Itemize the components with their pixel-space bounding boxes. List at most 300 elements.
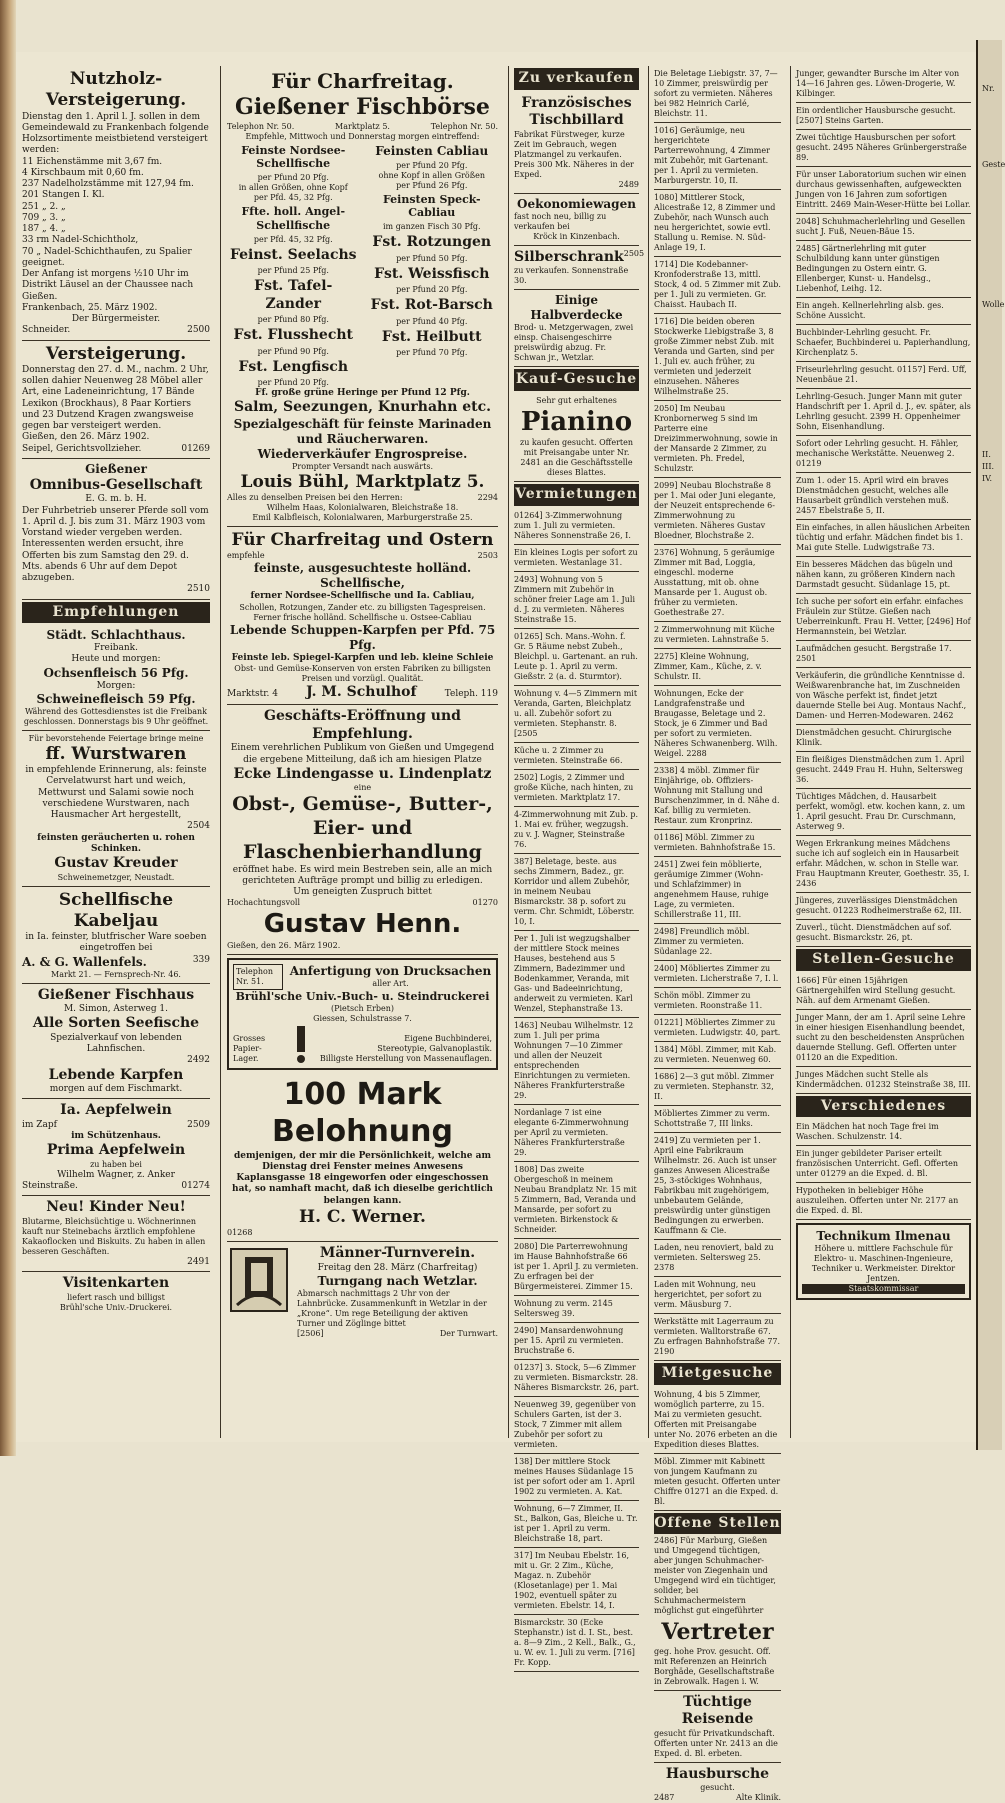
ad-sign: Schneider. [22,325,70,336]
fish-name: Fst. Rot-Barsch [366,297,499,315]
ad-body: zu verkaufen. Sonnenstraße 30. [514,266,639,286]
ad-fischboerse [227,66,498,527]
ad-title: Gießener [22,462,210,477]
ad-number: 01274 [181,1181,210,1192]
ad-visitenkarten [22,1272,210,1316]
fish-price: per Pfund 20 Pfg. [227,378,360,388]
list-item: Wohnung zu verm. 2145 Seltersweg 39. [514,1296,639,1323]
ad-headline: Für Charfreitag. [227,69,498,94]
ad-line: Ochsenfleisch 56 Pfg. [22,666,210,681]
ad-number: 2503 [478,551,498,561]
ad-title: Silberschrank [514,249,624,267]
ad-line: Schollen, Rotzungen, Zander etc. zu billigsten Tagespreisen. Ferner frische holländ. Schellfische u. Ostsee-Cabliau [227,603,498,623]
list-item: 4-Zimmerwohnung mit Zub. p. 1. Mai ev. früher, wegzugsh. zu v. J. Wagner, Steinstraße 76. [514,807,639,854]
list-item: 33 rm Nadel-Schichtholz, [22,235,210,246]
fish-price: per Pfund 26 Pfg. [366,181,499,191]
ad-versteigerung [22,341,210,459]
ad-line: Steinstraße. [22,1181,78,1192]
ad-line: Grosses Papier-Lager. [233,1034,283,1064]
ad-line: Für bevorstehende Feiertage bringe meine [22,734,210,744]
fish-name: Ffte. holl. Angel-Schellfische [227,205,360,233]
list-item: 1384] Möbl. Zimmer, mit Kab. zu vermieten. Neuenweg 60. [654,1042,781,1069]
turner-emblem-icon [227,1245,291,1315]
list-item: Junges Mädchen sucht Stelle als Kindermädchen. 01232 Steinstraße 38, III. [796,1067,971,1094]
list-item: Dienstmädchen gesucht. Chirurgische Klinik. [796,725,971,752]
ad-number: 2510 [22,584,210,595]
ad-title: Technikum Ilmenau [802,1229,965,1244]
list-item: 2050] Im Neubau Kronbornerweg 5 sind im Parterre eine Dreizimmerwohnung, sowie in der Mansarde 2 Zimmer, zu vermieten. Ph. Fredel, Schulzstr. [654,401,781,478]
fish-price: per Pfund 25 Pfg. [227,266,360,276]
ad-title: Neu! Kinder Neu! [22,1199,210,1217]
ad-subtitle: E. G. m. b. H. [22,494,210,505]
ad-druckerei [227,958,498,1070]
fish-name: Feinst. Seelachs [227,247,360,265]
ad-line: (Pietsch Erben) [233,1004,492,1014]
ad-body: eröffnet habe. Es wird mein Bestreben sein, alle an mich gerichteten Aufträge prompt und billig zu erledigen. [227,865,498,888]
ad-body: in empfehlende Erinnerung, als: feinste Cervelatwurst hart und weich, Mettwurst und Salami sowie noch verschiedene Wurstwaren, nach Hausmacher Art hergestellt, [22,765,210,821]
ad-name: Gustav Henn. [227,908,498,941]
ad-number: 01268 [227,1228,498,1238]
ad-name: H. C. Werner. [227,1207,498,1228]
ad-technikum [796,1223,971,1300]
ad-line: Spezialgeschäft für feinste Marinaden und Räucherwaren. [227,417,498,447]
ad-body: Abmarsch nachmittags 2 Uhr von der Lahnbrücke. Zusammenkunft in Wetzlar in der „Krone“. Um rege Beteiligung der aktiven Turner und Zöglinge bittet [297,1289,498,1329]
ad-body: Brod- u. Metzgerwagen, zwei einsp. Chaisengeschirre preiswürdig abzug. Fr. Schwan jr., Wetzlar. [514,323,639,363]
list-item: 2080] Die Parterrewohnung im Hause Bahnhofstraße 66 ist per 1. April J. zu vermieten. Zu erfragen bei der Bürgermeisterei. Zimmer 15. [514,1239,639,1296]
ad-number: 2500 [187,325,210,336]
rental-list-cont [654,66,781,1361]
ad-body: liefert rasch und billigst [22,1293,210,1303]
ad-oekonomiewagen [514,194,639,246]
column-3 [508,66,644,1438]
ad-schlachthaus [22,625,210,731]
ad-address: Marktplatz 5. [335,122,390,132]
newspaper-page [16,52,976,1442]
ad-reisende [654,1691,781,1763]
ad-title: Gießener Fischhaus [22,987,210,1005]
section-banner-vermietungen: Vermietungen [514,484,639,506]
ad-phone: Teleph. 119 [445,689,498,700]
ad-body: in Ia. feinster, blutfrischer Ware soeben eingetroffen bei [22,932,210,955]
ad-line: Feinste leb. Spiegel-Karpfen und leb. kleine Schleie [227,653,498,664]
list-item: Laufmädchen gesucht. Bergstraße 17. 2501 [796,641,971,668]
list-item: 2502] Logis, 2 Zimmer und große Küche, nach hinten, zu vermieten. Marktplatz 17. [514,770,639,807]
ad-line: Empfehle, Mittwoch und Donnerstag morgen eintreffend: [227,132,498,142]
ad-title: Männer-Turnverein. [297,1245,498,1263]
ad-title: Omnibus-Gesellschaft [22,477,210,495]
list-item: Schön möbl. Zimmer zu vermieten. Roonstraße 11. [654,988,781,1015]
fish-name: Fst. Weissfisch [366,266,499,284]
ad-line: Um geneigten Zuspruch bittet [227,887,498,898]
fish-price: im ganzen Fisch 30 Pfg. [366,222,499,232]
ad-address: Brühl'sche Univ.-Druckerei. [22,1303,210,1313]
fish-name: Fst. Heilbutt [366,329,499,347]
list-item: Hypotheken in beliebiger Höhe auszuleihen. Offerten unter Nr. 2177 an die Exped. d. Bl. [796,1183,971,1220]
list-item: 2099] Neubau Blochstraße 8 per 1. Mai oder Juni elegante, der Neuzeit entsprechende 6-Zimmerwohnung zu vermieten. Näheres Gustav Bloedner, Blochstraße 2. [654,478,781,545]
ad-line: Obst- und Gemüse-Konserven von ersten Fabriken zu billigsten Preisen und vorzügl. Qualität. [227,664,498,684]
ad-address: Giessen, Schulstrasse 7. [233,1014,492,1024]
list-item: 01186] Möbl. Zimmer zu vermieten. Bahnhofstraße 15. [654,830,781,857]
column-4 [648,66,786,1438]
ad-line: Hochachtungsvoll [227,898,300,908]
list-item: 251 „ 2. „ [22,202,210,213]
list-item: 1463] Neubau Wilhelmstr. 12 zum 1. Juli per prima Wohnungen 7—10 Zimmer und allen der Neuzeit entsprechenden Einrichtungen zu vermieten. Näheres Frankfurterstraße 29. [514,1018,639,1105]
ad-sign: Der Turnwart. [440,1329,498,1339]
ad-title: Prima Aepfelwein [22,1142,210,1160]
list-item: Bismarckstr. 30 (Ecke Stephanstr.) ist d. I. St., best. a. 8—9 Zim., 2 Kell., Balk., G., u. W. ev. 1. Juli zu verm. [716] Fr. Kopp. [514,1615,639,1672]
fish-price-right [366,142,499,389]
ad-body: Während des Gottesdienstes ist die Freibank geschlossen. Donnerstags bis 9 Uhr geöffnet. [22,707,210,727]
ad-phone: Telephon Nr. 50. [227,122,294,132]
list-item: Per 1. Juli ist wegzugshalber der mittlere Stock meines Hauses, bestehend aus 5 Zimmern, Badezimmer und Bodenkammer, Veranda, mit Gas- und Badeeinrichtung, anderweit zu vermieten. Karl Wenzel, Stephanstraße 13. [514,931,639,1018]
list-item: 2376] Wohnung, 5 geräumige Zimmer mit Bad, Loggia, eingeschl. moderne Ausstattung, mit ob. ohne Mansarde per 1. August ob. früher zu vermieten. Goethestraße 27. [654,545,781,622]
ad-name: Brühl'sche Univ.-Buch- u. Steindruckerei [233,990,492,1004]
list-item: 2498] Freundlich möbl. Zimmer zu vermieten. Südanlage 22. [654,924,781,961]
fish-name: Feinsten Speck-Cabliau [366,193,499,221]
list-item: Ich suche per sofort ein erfahr. einfaches Fräulein zur Stütze. Gießen nach Ueberreinkunft. Frau H. Vetter, [2496] Hof Hermannstein, bei Wetzlar. [796,594,971,641]
ad-body: Höhere u. mittlere Fachschule für Elektro- u. Maschinen-Ingenieure, Techniker u. Werkmeister. Direktor Jentzen. [802,1244,965,1284]
list-item: Ein angeh. Kellnerlehrling alsb. ges. Schöne Aussicht. [796,298,971,325]
list-item: 1080] Mittlerer Stock, Alicestraße 12, 8 Zimmer und Zubehör, nach Wunsch auch neu hergerichtet, sowie evtl. Stallung u. Remise. N. Süd-Anlage 19, I. [654,190,781,257]
list-item: Die Beletage Liebigstr. 37, 7—10 Zimmer, preiswürdig per sofort zu vermieten. Näheres bei 982 Heinrich Carlé, Bleichstr. 11. [654,66,781,123]
ad-sign: Seipel, Gerichtsvollzieher. [22,444,141,455]
wood-list [22,157,210,270]
ad-title: Für Charfreitag und Ostern [227,530,498,551]
ad-name: Louis Bühl, Marktplatz 5. [227,472,498,493]
ad-tischbillard [514,92,639,194]
list-item: Jüngeres, zuverlässiges Dienstmädchen gesucht. 01223 Rodheimerstraße 62, III. [796,893,971,920]
ad-line: Eigene Buchbinderei, [320,1034,492,1044]
strip-line: II. [982,450,991,459]
ad-phone: Telephon Nr. 51. [233,964,283,990]
ad-phone: Telephon Nr. 50. [431,122,498,132]
list-item: Lehrling-Gesuch. Junger Mann mit guter Handschrift per 1. April d. J., ev. später, als Lehrling gesucht. 2399 H. Oppenheimer Sohn, Eisenhandlung. [796,389,971,436]
ad-number: 01269 [181,444,210,455]
ad-line: Wiederverkäufer Engrospreise. [227,447,498,462]
fish-name: Fst. Flusshecht [227,327,360,345]
ad-subtitle: gesucht. [654,1783,781,1793]
list-item: 1716] Die beiden oberen Stockwerke Liebigstraße 3, 8 große Zimmer nebst Zub. mit Veranda und Garten, sind per 1. Juli ev. auch früher, zu vermieten und jederzeit einzusehen. Näheres Wilhelmstraße 25. [654,314,781,401]
list-item: Neuenweg 39, gegenüber von Schulers Garten, ist der 3. Stock, 7 Zimmer mit allem Zubehör per sofort zu vermieten. [514,1397,639,1454]
ad-address: Schweinemetzger, Neustadt. [22,873,210,883]
list-item: 2493] Wohnung von 5 Zimmern mit Zubehör in schöner freier Lage am 1. Juli d. J. zu vermieten. Näheres Steinstraße 15. [514,572,639,629]
ad-schellfische [22,887,210,984]
fish-name: in allen Größen, ohne Kopf [227,183,360,193]
ad-number: 339 [193,955,210,970]
ad-address: Marktstr. 4 [227,689,278,700]
ad-line: Staatskommissar [802,1284,965,1294]
section-banner-stellen-gesuche: Stellen-Gesuche [796,949,971,971]
ad-line: Lebende Schuppen-Karpfen per Pfd. 75 Pfg. [227,623,498,653]
ad-line: Sehr gut erhaltenes [514,396,639,406]
list-item: 01264] 3-Zimmerwohnung zum 1. Juli zu vermieten. Näheres Sonnenstraße 26, I. [514,508,639,545]
ad-line: Wilhelm Haas, Kolonialwaren, Bleichstraße 18. [227,503,498,513]
ad-halbverdecke [514,290,639,367]
ad-number: 2492 [22,1055,210,1066]
list-item: Ein ordentlicher Hausbursche gesucht. [2507] Steins Garten. [796,103,971,130]
fish-name: Fst. Lengfisch [227,359,360,377]
list-item: 2485] Gärtnerlehrling mit guter Schulbildung kann unter günstigen Bedingungen zu Ostern eintr. G. Ellenberger, Kunst- u. Handelsg., Liebenhof, Leihg. 12. [796,241,971,298]
ad-body: gesucht für Privatkundschaft. Offerten unter Nr. 2413 an die Exped. d. Bl. erbeten. [654,1729,781,1759]
fish-price: per Pfund 80 Pfg. [227,315,360,325]
ad-date: Frankenbach, 25. März 1902. [22,303,210,314]
ad-line: eine [227,783,498,793]
ad-body: Fabrikat Fürstweger, kurze Zeit im Gebrauch, wegen Platzmangel zu verkaufen. Preis 300 Mk. Näheres in der Exped. [514,130,639,180]
ad-body: Donnerstag den 27. d. M., nachm. 2 Uhr, sollen dahier Neuenweg 28 Möbel aller Art, eine Ladeneinrichtung, 17 Bände Lexikon (Brockhaus), 8 Paar Kortiers und 23 Dutzend Kragen zwangsweise gegen bar versteigert werden. [22,365,210,433]
ad-title: Nutzholz- [22,69,210,90]
ad-line: Emil Kalbfleisch, Kolonialwaren, Marburgerstraße 25. [227,513,498,523]
ad-line: Prompter Versandt nach auswärts. [227,462,498,472]
ad-title: Kabeljau [22,911,210,932]
column-1 [16,66,216,1438]
list-item: 2338] 4 möbl. Zimmer für Einjährige, ob. Offiziers-Wohnung mit Stallung und Burschenzimmer, in d. Nähe d. Kaf. billig zu vermieten. Restaur. zum Kronprinz. [654,763,781,830]
section-banner-offene-stellen: Offene Stellen [654,1513,781,1535]
ad-body: Blutarme, Bleichsüchtige u. Wöchnerinnen kauft nur Steinebachs ärztlich empfohlene Kakaoflocken und Biskuits. Zu haben in allen besseren Geschäften. [22,1217,210,1257]
ad-line: feinsten geräucherten u. rohen Schinken. [22,833,210,856]
ad-number: 2487 [654,1793,674,1803]
list-item: 1666] Für einen 15jährigen Gärtnergehilfen wird Stellung gesucht. Näh. auf dem Armenamt Gießen. [796,973,971,1010]
ad-line: zu haben bei [22,1160,210,1170]
fish-name: Feinsten Cabliau [366,144,499,159]
fish-price: per Pfund 20 Pfg. [227,173,360,183]
ad-body: demjenigen, der mir die Persönlichkeit, welche am Dienstag drei Fenster meines Anwesens Kaplansgasse 18 eingeworfen oder eingeschossen hat, so namhaft macht, daß ich dieselbe gerichtlich belangen kann. [227,1151,498,1207]
ad-line: Ecke Lindengasse u. Lindenplatz [227,766,498,784]
ad-title: Gießener Fischbörse [227,94,498,122]
ad-aepfelwein [22,1099,210,1196]
rental-list [514,508,639,1672]
list-item: Laden, neu renoviert, bald zu vermieten. Seltersweg 25. 2378 [654,1240,781,1277]
ad-number: 2489 [514,180,639,190]
fish-price: per Pfd. 45, 32 Pfg. [227,193,360,203]
ad-belohnung [227,1073,498,1243]
ad-line: Spezialverkauf von lebenden Lahnfischen. [22,1033,210,1056]
strip-line: Wolle [982,300,1004,309]
ad-title: Tüchtige Reisende [654,1694,781,1729]
ad-line: Wilhelm Wagner, z. Anker [22,1170,210,1181]
ad-number: 2509 [187,1120,210,1131]
ad-name: Gustav Kreuder [22,855,210,873]
ad-ostern [227,527,498,705]
list-item: Zuverl., tücht. Dienstmädchen auf sof. gesucht. Bismarckstr. 26, pt. [796,920,971,947]
ad-line: Heute und morgen: [22,654,210,665]
ad-line: Alles zu denselben Preisen bei den Herren: [227,493,403,503]
ad-title: Versteigerung. [22,90,210,111]
ad-kinder [22,1196,210,1272]
ad-hausbursche [654,1763,781,1803]
list-item: 1686] 2—3 gut möbl. Zimmer zu vermieten. Stephanstr. 32, II. [654,1069,781,1106]
list-item: 1016] Geräumige, neu hergerichtete Parterrewohnung, 4 Zimmer mit Zubehör, mit Gartenant. per 1. April zu vermieten. Marburgerstr. 10, II. [654,123,781,190]
ad-name: A. & G. Wallenfels. [22,955,147,970]
ad-line: feinste, ausgesuchteste holländ. Schellfische, [227,561,498,591]
ad-title: Geschäfts-Eröffnung und Empfehlung. [227,708,498,743]
list-item: Ein Mädchen hat noch Tage frei im Waschen. Schulzenstr. 14. [796,1119,971,1146]
ad-name: Kröck in Kinzenbach. [514,232,639,242]
ad-line: Schweinefleisch 59 Pfg. [22,692,210,707]
ad-title: ff. Wurstwaren [22,744,210,765]
list-item: Ein kleines Logis per sofort zu vermieten. Westanlage 31. [514,545,639,572]
section-banner-mietgesuche: Mietgesuche [654,1363,781,1385]
ad-vertreter [654,1616,781,1691]
ad-number: 2504 [22,821,210,832]
ad-title: Visitenkarten [22,1275,210,1293]
list-item: 01237] 3. Stock, 5—6 Zimmer zu vermieten. Bismarckstr. 28. Näheres Bismarckstr. 26, part. [514,1360,639,1397]
ad-line: im Schützenhaus. [22,1131,210,1142]
ad-silberschrank [514,246,639,291]
fish-name: Feinste Nordsee-Schellfische [227,144,360,172]
ad-title: Pianino [514,406,639,439]
list-item: 4 Kirschbaum mit 0,60 fm. [22,168,210,179]
ad-body: 2486] Für Marburg, Gießen und Umgegend tüchtigen, aber jungen Schuhmacher-meister von Ziegenhain und Umgegend wird ein tüchtiger, solider, bei Schuhmachermeistern möglichst gut eingeführter [654,1536,781,1616]
fish-price: per Pfund 70 Pfg. [366,348,499,358]
list-item: 2451] Zwei fein möblierte, geräumige Zimmer (Wohn- und Schlafzimmer) in angenehmem Hause, ruhige Lage, zu vermieten. Schillerstraße 11, III. [654,857,781,924]
fish-name: Fst. Rotzungen [366,234,499,252]
list-item: Ein besseres Mädchen das bügeln und nähen kann, zu größeren Kindern nach Darmstadt gesucht. Südanlage 15, pt. [796,557,971,594]
list-item: Zum 1. oder 15. April wird ein braves Dienstmädchen gesucht, welches alle Hausarbeit gründlich verstehen muß. 2457 Ebelstraße 5, II. [796,473,971,520]
ad-title: Französisches Tischbillard [514,95,639,130]
list-item: 709 „ 3. „ [22,213,210,224]
ad-line: Ff. große grüne Heringe per Pfund 12 Pfg. [227,388,498,399]
strip-line: III. [982,462,994,471]
ad-line: Stereotypie, Galvanoplastik. [320,1044,492,1054]
list-item: Verkäuferin, die gründliche Kenntnisse d. Weißwarenbranche hat, im Zuschneiden von Wäsche perfekt ist, findet jetzt dauernde Stelle bei Aug. Montaus Nachf., Damen- und Herren-Modewaren. 2462 [796,668,971,725]
ad-number: 01270 [473,898,498,908]
ad-title: Schellfische [22,890,210,911]
list-item: 2400] Möbliertes Zimmer zu vermieten. Licherstraße 7, I. l. [654,961,781,988]
list-item: Friseurlehrling gesucht. 01157] Ferd. Uff, Neuenbäue 21. [796,362,971,389]
ad-line: Salm, Seezungen, Knurhahn etc. [227,399,498,417]
book-binding [0,0,16,1456]
list-item: Wohnungen, Ecke der Landgrafenstraße und Braugasse, Beletage und 2. Stock, je 6 Zimmer und Bad per sofort zu vermieten. Näheres Schwanenberg. Wilh. Weigel. 2288 [654,686,781,763]
fish-price: per Pfund 20 Pfg. [366,285,499,295]
ad-body: Der Fuhrbetrieb unserer Pferde soll vom 1. April d. J. bis zum 31. März 1903 vom Vorstand wieder vergeben werden. Interessenten werden ersucht, ihre Offerten bis zum Samstag den 29. d. Mts. abends 6 Uhr auf dem Depot abzugeben. [22,506,210,585]
list-item: 2048] Schuhmacherlehrling und Gesellen sucht J. Fuß, Neuen-Bäue 15. [796,214,971,241]
fish-price: per Pfund 50 Pfg. [366,254,499,264]
list-item: Möbliertes Zimmer zu verm. Schottstraße 7, III links. [654,1106,781,1133]
ad-title: Ia. Aepfelwein [22,1102,210,1120]
ad-title: Vertreter [654,1619,781,1647]
list-item: 01221] Möbliertes Zimmer zu vermieten. Ludwigstr. 40, part. [654,1015,781,1042]
list-item: 387] Beletage, beste. aus sechs Zimmern, Badez., gr. Korridor und allem Zubehör, in meinem Neubau Bismarckstr. 38 p. sofort zu verm. Chr. Schmidt, Löberstr. 10, I. [514,854,639,931]
list-item: Möbl. Zimmer mit Kabinett von jungem Kaufmann zu mieten gesucht. Offerten unter Chiffre 01271 an die Exped. d. Bl. [654,1454,781,1511]
ad-nutzholz [22,66,210,341]
list-item: 1714] Die Kodebanner-Kronfoderstraße 13, mittl. Stock, 4 od. 5 Zimmer mit Zub. per 1. Juli zu vermieten. Gr. Chaisst. Haubach II. [654,257,781,314]
ad-subtitle: M. Simon, Asterweg 1. [22,1004,210,1015]
strip-line: Nr. [982,84,995,93]
list-item: Junger Mann, der am 1. April seine Lehre in einer hiesigen Eisenhandlung beendet, sucht zu den bescheidensten Ansprüchen dauernde Stellung. Gefl. Offerten unter 01120 an die Expedition. [796,1010,971,1067]
list-item: Tüchtiges Mädchen, d. Hausarbeit perfekt, womögl. etw. kochen kann, z. um 1. April gesucht. Frau Dr. Curschmann, Asterweg 9. [796,789,971,836]
strip-line: Geste [982,160,1005,169]
list-item: 237 Nadelholzstämme mit 127,94 fm. [22,179,210,190]
jobs-list [796,66,971,947]
list-item: Wohnung, 6—7 Zimmer, II. St., Balkon, Gas, Bleiche u. Tr. ist per 1. April zu verm. Bleichstraße 18, part. [514,1501,639,1548]
list-item: Wohnung, 4 bis 5 Zimmer, womöglich parterre, zu 15. Mai zu vermieten gesucht. Offerten mit Preisangabe unter No. 2076 erbeten an die Expedition dieses Blattes. [654,1387,781,1454]
list-item: 01265] Sch. Mans.-Wohn. f. Gr. 5 Räume nebst Zubeh., Bleichpl. u. Gartenant. an ruh. Leute p. 1. April zu verm. Gießstr. 2 (a. d. Sturmtor). [514,629,639,686]
ad-line: Obst-, Gemüse-, Butter-, Eier- und Flaschenbierhandlung [227,793,498,864]
section-banner-kauf-gesuche: Kauf-Gesuche [514,369,639,391]
ad-title: Städt. Schlachthaus. [22,628,210,643]
ad-line: Freitag den 28. März (Charfreitag) [297,1263,498,1274]
ad-subtitle: aller Art. [289,979,492,989]
list-item: 2419] Zu vermieten per 1. April eine Fabrikraum Wilhelmstr. 26. Auch ist unser ganzes Anwesen Alicestraße 25, 3-stöckiges Wohnhaus, Fabrikbau mit zugehörigem, unbebautem Gelände, preiswürdig unter günstigen Bedingungen zu erwerben. Kauffmann & Cie. [654,1133,781,1240]
list-item: Ein fleißiges Dienstmädchen zum 1. April gesucht. 2449 Frau H. Huhn, Seltersweg 36. [796,752,971,789]
list-item: 11 Eichenstämme mit 3,67 fm. [22,157,210,168]
ad-title: Versteigerung. [22,344,210,365]
ad-eroeffnung [227,705,498,955]
fish-name: ohne Kopf in allen Größen [366,171,499,181]
ad-line: Lebende Karpfen [22,1067,210,1085]
ad-subtitle: Freibank. [22,643,210,654]
ad-omnibus [22,459,210,600]
ad-date: Gießen, den 26. März 1902. [227,941,498,951]
section-banner-empfehlungen: Empfehlungen [22,602,210,624]
ad-pianino [514,393,639,483]
ad-title: Belohnung [227,1113,498,1151]
list-item: Ein einfaches, in allen häuslichen Arbeiten tüchtig und erfahr. Mädchen findet bis 1. Mai gute Stelle. Ludwigstraße 73. [796,520,971,557]
fish-price-table [227,142,498,389]
ad-body: zu kaufen gesucht. Offerten mit Preisangabe unter Nr. 2481 an die Geschäftsstelle dieses Blattes. [514,438,639,478]
fish-price: per Pfd. 45, 32 Pfg. [227,235,360,245]
section-banner-zu-verkaufen: Zu verkaufen [514,68,639,90]
ad-title: Anfertigung von Drucksachen [289,964,492,979]
ad-title: Oekonomiewagen [514,197,639,212]
list-item: 201 Stangen I. Kl. [22,190,210,201]
ad-turnverein [227,1242,498,1342]
ad-number: 2505 [624,249,644,267]
ad-line: Turngang nach Wetzlar. [297,1274,498,1289]
list-item: 138] Der mittlere Stock meines Hauses Südanlage 15 ist per sofort oder am 1. April 1902 zu vermieten. A. Kat. [514,1454,639,1501]
ad-line: morgen auf dem Fischmarkt. [22,1084,210,1095]
list-item: 2 Zimmerwohnung mit Küche zu vermieten. Lahnstraße 5. [654,622,781,649]
ad-body: geg. hohe Prov. gesucht. Off. mit Referenzen an Heinrich Borghäde, Gesellschaftstraße in Zebrowalk. Hagen i. W. [654,1647,781,1687]
list-item: Buchbinder-Lehrling gesucht. Fr. Schaefer, Buchbinderei u. Papierhandlung, Kirchenplatz 5. [796,325,971,362]
ad-wurstwaren [22,731,210,887]
column-2 [220,66,504,1438]
ad-number: [2506] [297,1329,324,1339]
list-item: Nordanlage 7 ist eine elegante 6-Zimmerwohnung per April zu vermieten. Näheres Frankfurterstraße 29. [514,1105,639,1162]
ad-title: Hausbursche [654,1766,781,1784]
ad-body: Einem verehrlichen Publikum von Gießen und Umgegend die ergebene Mitteilung, daß ich am hiesigen Platze [227,743,498,766]
adjacent-page-strip [976,40,1002,1450]
strip-line: IV. [982,474,992,483]
ad-title: 100 Mark [227,1076,498,1114]
ad-name: J. M. Schulhof [306,684,416,702]
list-item: 2275] Kleine Wohnung, Zimmer, Kam., Küche, z. v. Schulstr. II. [654,649,781,686]
list-item: Werkstätte mit Lagerraum zu vermieten. Walltorstraße 67. Zu erfragen Bahnhofstraße 77. 2190 [654,1314,781,1361]
fish-price: per Pfund 20 Pfg. [366,161,499,171]
list-item: Wegen Erkrankung meines Mädchens suche ich auf sogleich ein in Hausarbeit erfahr. Mädchen, w. schon in Stelle war. Frau Hauptmann Kreuter, Goethestr. 35, I. 2436 [796,836,971,893]
ad-sign: Der Bürgermeister. [22,314,210,325]
list-item: 70 „ Nadel-Schichthaufen, zu Spalier geeignet. [22,247,210,270]
list-item: Ein junger gebildeter Pariser erteilt französischen Unterricht. Gefl. Offerten unter 01279 an die Exped. d. Bl. [796,1146,971,1183]
fish-price-left [227,142,360,389]
ad-number: 2294 [478,493,498,503]
press-exclamation-icon [289,1024,313,1064]
ad-line: Billigste Herstellung von Massenauflagen. [320,1054,492,1064]
ad-address: Markt 21. — Fernsprech-Nr. 46. [22,970,210,980]
fish-price: per Pfund 90 Pfg. [227,347,360,357]
ad-body: Dienstag den 1. April l. J. sollen in dem Gemeindewald zu Frankenbach folgende Holzsortimente meistbietend versteigert werden: [22,112,210,157]
list-item: Küche u. 2 Zimmer zu vermieten. Steinstraße 66. [514,743,639,770]
ad-line: Alle Sorten Seefische [22,1015,210,1033]
list-item: Zwei tüchtige Hausburschen per sofort gesucht. 2495 Näheres Grünbergerstraße 89. [796,130,971,167]
ad-title: Einige Halbverdecke [514,293,639,323]
fish-name: Fst. Tafel-Zander [227,278,360,313]
list-item: 317] Im Neubau Ebelstr. 16, mit u. Gr. 2 Zim., Küche, Magaz. n. Zubehör (Klosetanlage) per 1. Mai 1902, eventuell später zu vermieten. Ebelstr. 14, I. [514,1548,639,1615]
list-item: Sofort oder Lehrling gesucht. H. Fähler, mechanische Werkstätte. Neuenweg 2. 01219 [796,436,971,473]
ad-sign: Alte Klinik. [736,1793,781,1803]
list-item: Für unser Laboratorium suchen wir einen durchaus gewissenhaften, aufgeweckten Jungen von 16 Jahren zum sofortigen Eintritt. 2469 Main-Weser-Hütte bei Lollar. [796,167,971,214]
list-item: Junger, gewandter Bursche im Alter von 14—16 Jahren ges. Löwen-Drogerie, W. Kilbinger. [796,66,971,103]
